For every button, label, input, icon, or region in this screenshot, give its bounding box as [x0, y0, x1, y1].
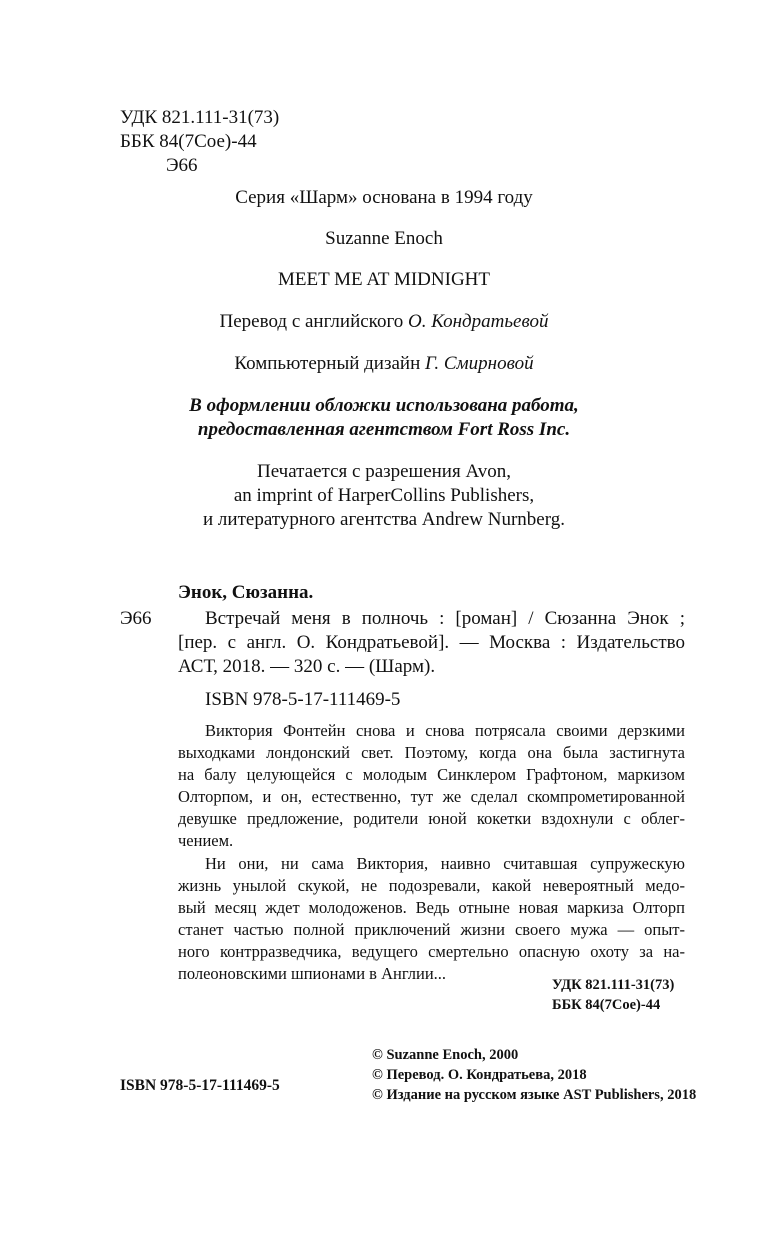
designer-name: Г. Смирновой [425, 353, 534, 374]
annotation-p2-line-3: вый месяц ждет молодоженов. Ведь отныне новая маркиза Олторп [178, 898, 685, 917]
permission-line-2: an imprint of HarperCollins Publishers, [233, 485, 535, 506]
catalog-isbn: ISBN 978-5-17-111469-5 [205, 689, 401, 710]
translation-prefix: Перевод с английского [219, 311, 409, 332]
cover-note-line-2: предоставленная агентством Fort Ross Inc. [197, 419, 571, 440]
bbk-code: ББК 84(7Сое)-44 [120, 131, 257, 152]
bottom-udk-code: УДК 821.111-31(73) [552, 977, 675, 993]
annotation-p2-line-2: жизнь унылой скукой, не подозревали, какой невероятный медо- [178, 876, 685, 895]
catalog-line-3: АСТ, 2018. — 320 с. — (Шарм). [178, 656, 436, 677]
annotation-p2-line-6: полеоновскими шпионами в Англии... [178, 964, 447, 983]
series-line: Серия «Шарм» основана в 1994 году [235, 187, 533, 208]
annotation-p1-line-2: выходками лондонский свет. Поэтому, когда она была застигнута [178, 743, 685, 762]
annotation-p1-line-6: чением. [178, 831, 234, 850]
permission-line-3: и литературного агентства Andrew Nurnberg. [203, 509, 565, 530]
copyright-author: © Suzanne Enoch, 2000 [372, 1047, 519, 1063]
catalog-heading: Энок, Сюзанна. [178, 582, 314, 603]
cover-note-line-1: В оформлении обложки использована работа, [189, 395, 579, 416]
bottom-isbn: ISBN 978-5-17-111469-5 [120, 1077, 280, 1094]
annotation-p1-line-4: Олторпом, и он, естественно, тут же сделал скомпрометированной [178, 787, 685, 806]
author-mark: Э66 [166, 155, 198, 176]
original-title: MEET ME AT MIDNIGHT [278, 269, 490, 290]
annotation-p2-line-4: станет частью полной приключений жизни своего мужа — опыт- [178, 920, 685, 939]
catalog-line-1: Встречай меня в полночь : [роман] / Сюзанна Энок ; [205, 608, 685, 629]
design-credit [0, 352, 768, 376]
annotation-p1-line-3: на балу целующейся с молодым Синклером Графтоном, маркизом [178, 765, 685, 784]
udk-code: УДК 821.111-31(73) [120, 107, 280, 128]
permission-line-1: Печатается с разрешения Avon, [256, 461, 512, 482]
design-prefix: Компьютерный дизайн [234, 353, 425, 374]
annotation-p1-line-1: Виктория Фонтейн снова и снова потрясала своими дерзкими [205, 721, 685, 740]
catalog-line-2: [пер. с англ. О. Кондратьевой]. — Москва : Издательство [178, 632, 685, 653]
copyright-edition: © Издание на русском языке AST Publishers, 2018 [372, 1087, 697, 1103]
annotation-p2-line-1: Ни они, ни сама Виктория, наивно считавшая супружескую [205, 854, 685, 873]
annotation-p1-line-5: девушке предложение, родители юной кокетки вздохнули с облег- [178, 809, 685, 828]
original-author: Suzanne Enoch [325, 228, 443, 249]
translation-credit [0, 310, 768, 334]
translator-name: О. Кондратьевой [408, 311, 549, 332]
bottom-bbk-code: ББК 84(7Сое)-44 [552, 997, 661, 1013]
catalog-mark: Э66 [120, 608, 152, 629]
copyright-translation: © Перевод. О. Кондратьева, 2018 [372, 1067, 587, 1083]
annotation-p2-line-5: ного контрразведчика, ведущего смертельно опасную охоту за на- [178, 942, 685, 961]
